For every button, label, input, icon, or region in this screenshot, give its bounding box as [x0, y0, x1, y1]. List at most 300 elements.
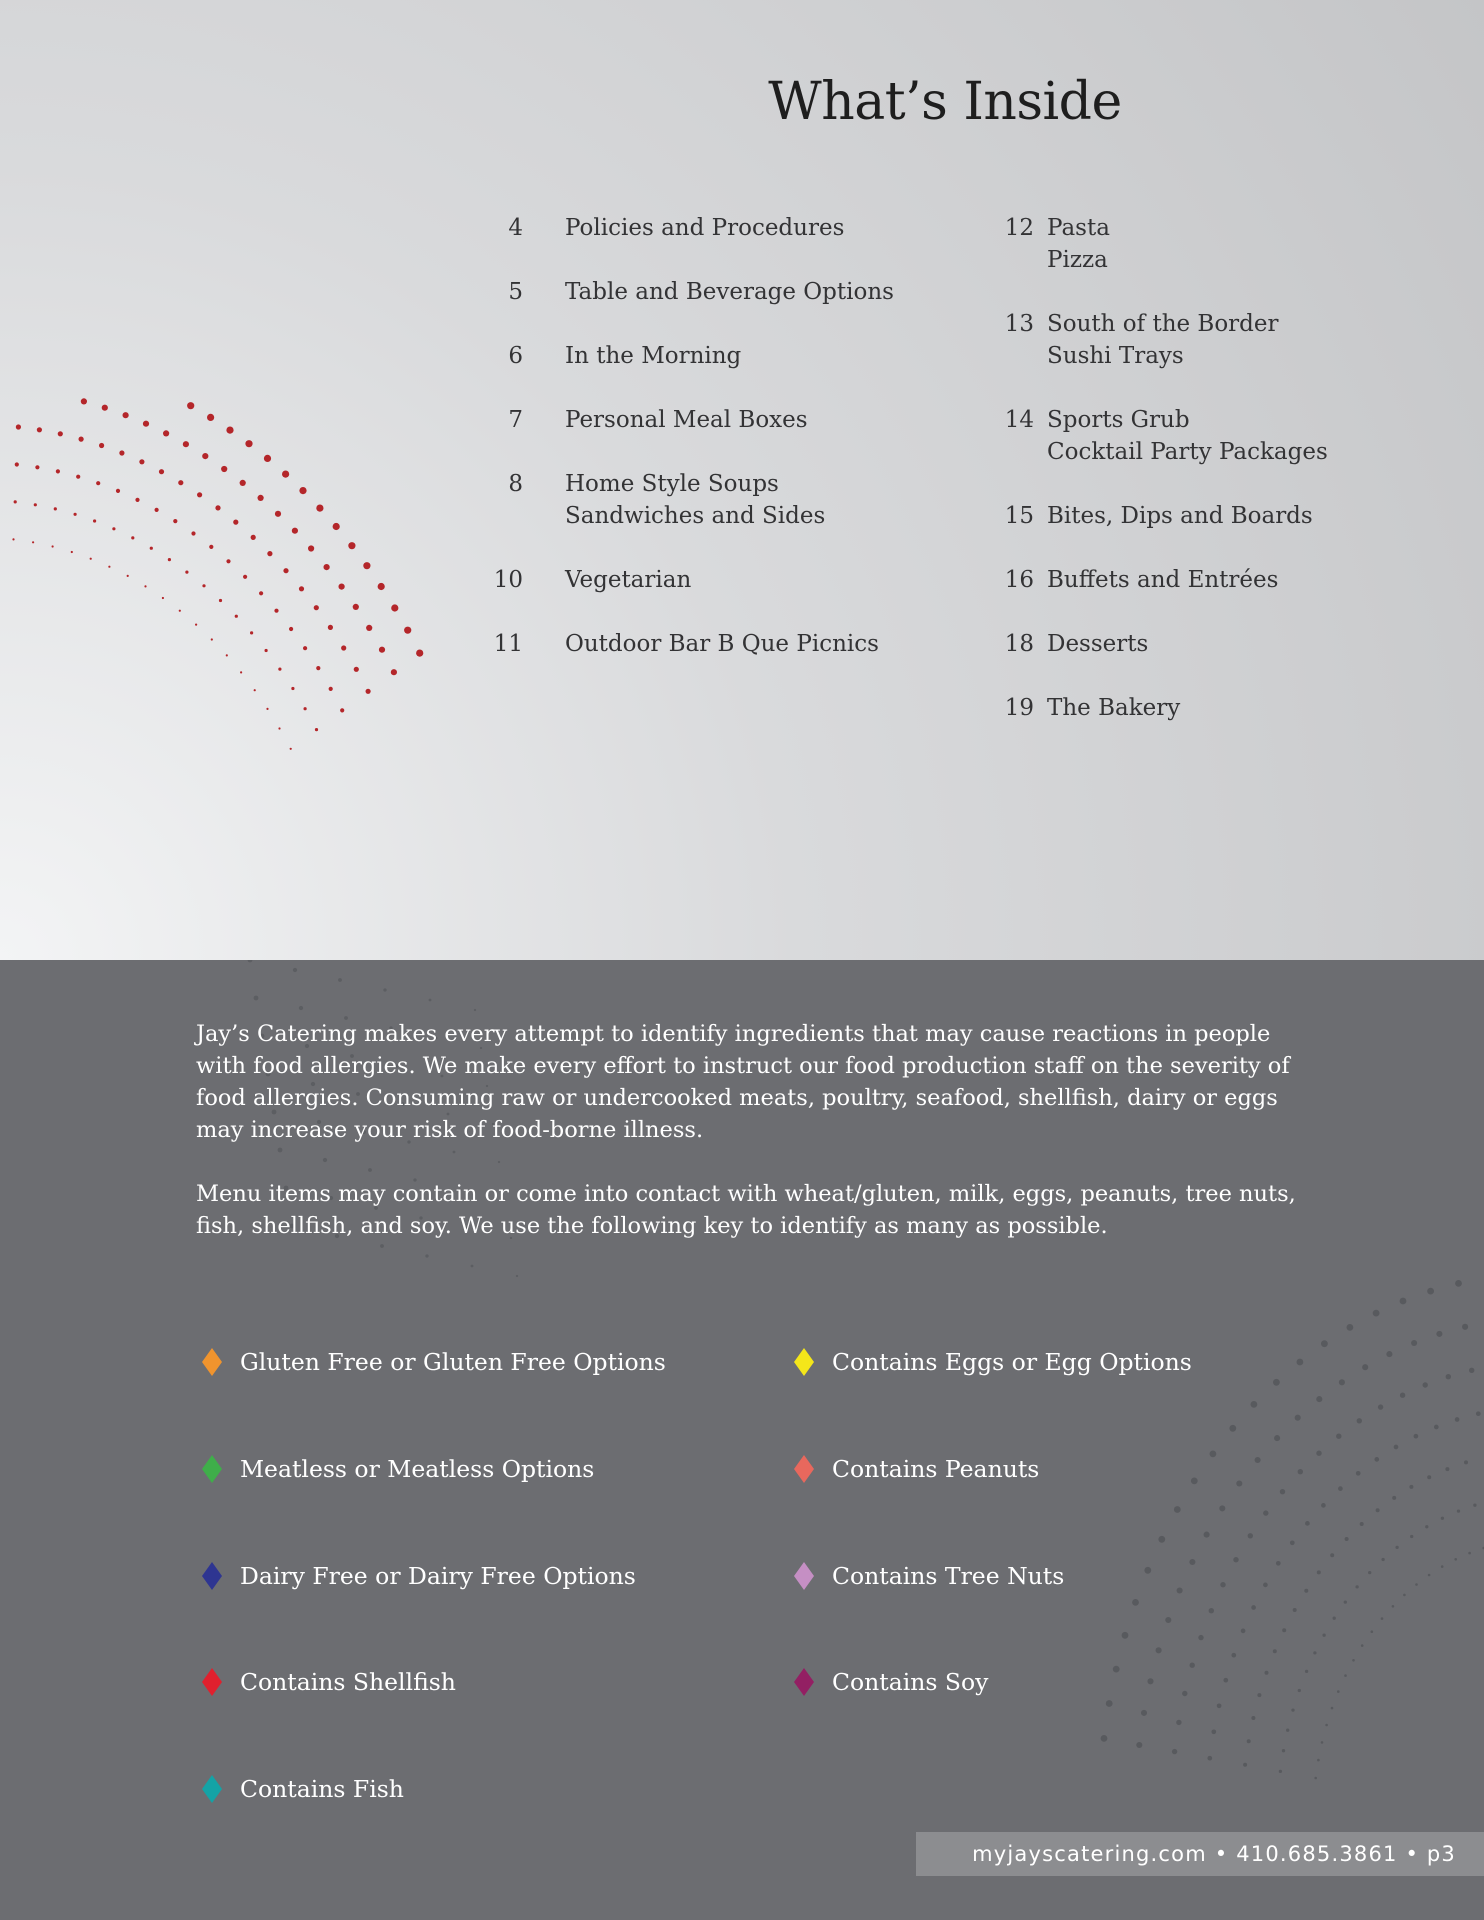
decorative-dot: [1468, 1552, 1471, 1555]
decorative-dot: [1122, 1632, 1129, 1639]
decorative-dot: [81, 398, 87, 404]
decorative-dot: [391, 604, 398, 611]
toc-page-number: 11: [493, 631, 523, 657]
decorative-dot: [299, 1006, 303, 1010]
toc-title: Personal Meal Boxes: [565, 407, 808, 433]
decorative-dot: [143, 421, 149, 427]
decorative-dot: [1141, 1710, 1147, 1716]
decorative-dot: [498, 1161, 500, 1163]
decorative-dot: [54, 507, 57, 510]
decorative-dot: [1317, 1570, 1321, 1574]
legend-item-shellfish: [202, 1664, 722, 1700]
decorative-dot: [1325, 1724, 1328, 1727]
decorative-dot: [1457, 1509, 1460, 1512]
decorative-dot: [316, 505, 323, 512]
decorative-dot: [1247, 1739, 1251, 1743]
decorative-dot: [219, 599, 222, 602]
decorative-dot: [289, 627, 293, 631]
decorative-dot: [168, 558, 171, 561]
decorative-dot: [1337, 1690, 1340, 1693]
decorative-dot: [127, 575, 129, 577]
legend-label: Contains Peanuts: [832, 1455, 1040, 1483]
decorative-dot: [516, 1275, 518, 1277]
decorative-dot: [453, 1151, 456, 1154]
toc-page-number: 7: [508, 407, 523, 433]
decorative-dot: [291, 687, 294, 690]
legend-label: Contains Fish: [240, 1775, 404, 1803]
toc-title: South of the Border: [1047, 311, 1279, 337]
decorative-dot: [1400, 1393, 1405, 1398]
decorative-dot: [380, 1244, 384, 1248]
toc-title: Home Style Soups: [565, 471, 779, 497]
toc-title: Bites, Dips and Boards: [1047, 503, 1313, 529]
decorative-dot: [264, 455, 271, 462]
decorative-dot: [1282, 1628, 1286, 1632]
decorative-dot: [108, 566, 110, 568]
decorative-dot: [1394, 1445, 1399, 1450]
decorative-dot: [1248, 1533, 1253, 1538]
decorative-dot: [32, 541, 34, 543]
decorative-dot: [211, 638, 213, 640]
decorative-dot: [116, 489, 120, 493]
decorative-dot: [404, 627, 411, 634]
toc-page-number: 5: [508, 279, 523, 305]
decorative-dot: [1305, 1521, 1310, 1526]
decorative-dot: [1251, 1716, 1255, 1720]
decorative-dot: [416, 650, 423, 657]
decorative-dot: [1174, 1506, 1181, 1513]
decorative-dot: [93, 519, 96, 522]
decorative-dot: [1381, 1617, 1384, 1620]
decorative-dot: [1395, 1546, 1398, 1549]
decorative-dot: [1136, 1742, 1142, 1748]
decorative-dot: [58, 431, 63, 436]
decorative-dot: [391, 669, 397, 675]
decorative-dot: [1219, 1505, 1225, 1511]
decorative-dot: [314, 605, 319, 610]
diamond-icon: [794, 1668, 814, 1696]
decorative-dot: [99, 443, 104, 448]
toc-title: Policies and Procedures: [565, 215, 845, 241]
decorative-dot: [363, 562, 370, 569]
decorative-dot: [1409, 1485, 1413, 1489]
legend-label: Gluten Free or Gluten Free Options: [240, 1348, 666, 1376]
footer-contact-text: myjayscatering.com • 410.685.3861 • p3: [972, 1842, 1456, 1866]
decorative-dot: [34, 503, 37, 506]
decorative-dot: [1339, 1379, 1345, 1385]
decorative-dot: [278, 727, 280, 729]
decorative-dot: [1132, 1599, 1139, 1606]
decorative-dot: [278, 1148, 283, 1153]
decorative-dot: [1211, 1729, 1216, 1734]
decorative-dot: [215, 505, 220, 510]
decorative-dot: [202, 453, 208, 459]
decorative-dot: [1156, 1647, 1162, 1653]
decorative-dot: [1330, 1553, 1334, 1557]
decorative-dot: [293, 968, 297, 972]
decorative-dot: [90, 558, 92, 560]
decorative-dot: [1336, 1434, 1341, 1439]
decorative-dot: [259, 591, 263, 595]
decorative-dot: [202, 584, 205, 587]
decorative-dot: [209, 545, 213, 549]
decorative-dot: [1204, 1532, 1210, 1538]
diamond-icon: [202, 1455, 222, 1483]
decorative-dot: [1352, 1659, 1355, 1662]
allergy-disclaimer-paragraph: Jay’s Catering makes every attempt to identify ingredients that may cause reactions in people with food allergies. We make every effort to instruct our food production staff on the severity of food allergies. Consuming raw or undercooked meats, poultry, seafood, shellfish, dairy or eggs may increase your risk of food-borne illness.: [196, 1021, 1290, 1143]
decorative-dot: [119, 450, 124, 455]
decorative-dot: [1322, 1634, 1325, 1637]
decorative-dot: [1445, 1467, 1449, 1471]
decorative-dot: [150, 547, 153, 550]
legend-item-fish: [202, 1771, 722, 1807]
decorative-dot: [1455, 1417, 1460, 1422]
decorative-dot: [1415, 1583, 1418, 1586]
legend-label: Contains Shellfish: [240, 1668, 456, 1696]
decorative-dot: [299, 487, 306, 494]
decorative-dot: [1347, 1324, 1354, 1331]
decorative-dot: [1446, 1374, 1451, 1379]
legend-item-gluten-free: [202, 1344, 722, 1380]
decorative-dot: [354, 667, 359, 672]
toc-title: Cocktail Party Packages: [1047, 439, 1328, 465]
decorative-dot: [197, 492, 202, 497]
decorative-dot: [245, 440, 252, 447]
decorative-dot: [254, 996, 259, 1001]
decorative-dot: [56, 469, 60, 473]
decorative-dot: [1464, 1460, 1468, 1464]
decorative-dot: [235, 615, 238, 618]
decorative-dot: [139, 459, 144, 464]
toc-page-number: 18: [1004, 631, 1034, 657]
decorative-dot: [258, 495, 264, 501]
decorative-dot: [1427, 1288, 1434, 1295]
decorative-dot: [383, 988, 386, 991]
decorative-dot: [282, 471, 289, 478]
decorative-dot: [366, 689, 371, 694]
toc-page-number: 10: [493, 567, 523, 593]
decorative-dot: [187, 402, 194, 409]
decorative-dot: [155, 508, 159, 512]
decorative-dot: [304, 707, 307, 710]
toc-left-column: [463, 212, 983, 672]
decorative-dot: [179, 610, 181, 612]
decorative-dot: [102, 405, 108, 411]
decorative-dot: [251, 535, 256, 540]
decorative-dot: [1356, 1471, 1361, 1476]
decorative-dot: [144, 585, 146, 587]
decorative-dot: [1321, 1503, 1326, 1508]
decorative-dot: [1476, 1411, 1481, 1416]
diamond-icon: [794, 1455, 814, 1483]
decorative-dot: [1338, 1486, 1343, 1491]
decorative-dot: [290, 748, 292, 750]
decorative-dot: [368, 1168, 372, 1172]
decorative-dot: [1371, 1630, 1374, 1633]
decorative-dot: [14, 500, 17, 503]
toc-page-number: 13: [1004, 311, 1034, 337]
decorative-dot: [1290, 1540, 1295, 1545]
decorative-dot: [163, 430, 169, 436]
decorative-dot: [1263, 1510, 1268, 1515]
decorative-dot: [185, 571, 188, 574]
toc-title: Sandwiches and Sides: [565, 503, 826, 529]
decorative-dot: [1331, 1707, 1334, 1710]
decorative-dot: [1158, 1536, 1165, 1543]
decorative-dot: [1400, 1298, 1407, 1305]
legend-label: Meatless or Meatless Options: [240, 1455, 595, 1483]
decorative-dot: [315, 728, 318, 731]
toc-title: Sports Grub: [1047, 407, 1190, 433]
decorative-dot: [328, 625, 333, 630]
decorative-dot: [1427, 1475, 1431, 1479]
decorative-dot: [226, 427, 233, 434]
decorative-dot: [308, 545, 314, 551]
decorative-dot: [329, 687, 333, 691]
decorative-dot: [366, 625, 372, 631]
decorative-dot: [338, 978, 342, 982]
decorative-dot: [353, 604, 359, 610]
decorative-dot: [1295, 1415, 1301, 1421]
decorative-dot: [1425, 1525, 1428, 1528]
decorative-dot: [240, 480, 246, 486]
decorative-dot: [299, 586, 304, 591]
toc-title: Pasta: [1047, 215, 1110, 241]
decorative-dot: [1101, 1735, 1108, 1742]
decorative-dot: [283, 568, 288, 573]
decorative-dot: [333, 523, 340, 530]
decorative-dot: [323, 1158, 327, 1162]
decorative-dot: [1344, 1674, 1347, 1677]
legend-item-dairy-free: [202, 1558, 722, 1594]
decorative-dot: [1355, 1585, 1358, 1588]
toc-page-number: 15: [1004, 503, 1034, 529]
diamond-icon: [794, 1348, 814, 1376]
decorative-dot: [1436, 1331, 1442, 1337]
toc-title: Desserts: [1047, 631, 1149, 657]
decorative-dot: [1317, 1759, 1320, 1762]
decorative-dot: [1165, 1617, 1171, 1623]
diamond-icon: [202, 1562, 222, 1590]
decorative-dot: [1373, 1310, 1380, 1317]
decorative-dot: [1280, 1489, 1285, 1494]
decorative-dot: [52, 545, 54, 547]
decorative-dot: [1428, 1574, 1431, 1577]
decorative-dot: [265, 649, 268, 652]
decorative-dot: [1434, 1425, 1439, 1430]
legend-label: Contains Eggs or Egg Options: [832, 1348, 1192, 1376]
decorative-dot: [178, 480, 183, 485]
decorative-dot: [1286, 1729, 1289, 1732]
decorative-dot: [1462, 1324, 1468, 1330]
decorative-dot: [1274, 1435, 1280, 1441]
legend-label: Dairy Free or Dairy Free Options: [240, 1562, 636, 1590]
decorative-dot: [1293, 1608, 1297, 1612]
diamond-icon: [794, 1562, 814, 1590]
legend-item-peanuts: [794, 1451, 1314, 1487]
decorative-dot: [1345, 1537, 1349, 1541]
decorative-dot: [316, 666, 320, 670]
decorative-dot: [1313, 1651, 1316, 1654]
legend-label: Contains Soy: [832, 1668, 989, 1696]
decorative-dot: [15, 462, 19, 466]
legend-item-meatless: [202, 1451, 722, 1487]
footer-contact-bar: [916, 1832, 1484, 1876]
decorative-dot: [1378, 1404, 1383, 1409]
decorative-dot: [1251, 1605, 1256, 1610]
decorative-dot: [37, 427, 42, 432]
decorative-dot: [1273, 1649, 1277, 1653]
decorative-dot: [324, 564, 330, 570]
decorative-dot: [425, 1254, 428, 1257]
decorative-dot: [112, 527, 115, 530]
legend-item-eggs: [794, 1344, 1314, 1380]
decorative-dot: [96, 481, 100, 485]
decorative-dot: [1403, 1594, 1406, 1597]
decorative-dot: [1454, 1558, 1457, 1561]
decorative-dot: [1386, 1351, 1392, 1357]
diamond-icon: [202, 1348, 222, 1376]
decorative-dot: [471, 1265, 474, 1268]
diamond-icon: [202, 1775, 222, 1803]
decorative-dot: [1361, 1644, 1364, 1647]
toc-title: Buffets and Entrées: [1047, 567, 1279, 593]
decorative-dot: [221, 466, 227, 472]
decorative-dot: [267, 551, 272, 556]
decorative-dot: [1321, 1741, 1324, 1744]
decorative-dot: [348, 542, 355, 549]
decorative-dot: [76, 475, 80, 479]
legend-item-soy: [794, 1664, 1314, 1700]
decorative-dot: [1229, 1425, 1236, 1432]
decorative-dot: [226, 654, 228, 656]
diamond-icon: [202, 1668, 222, 1696]
decorative-dot: [12, 538, 14, 540]
decorative-dot: [1392, 1605, 1395, 1608]
decorative-dot: [79, 437, 84, 442]
decorative-dot: [1411, 1340, 1417, 1346]
decorative-dot: [429, 999, 432, 1002]
decorative-dot: [240, 671, 242, 673]
decorative-dot: [1279, 1770, 1282, 1773]
allergen-key-intro-paragraph: Menu items may contain or come into contact with wheat/gluten, milk, eggs, peanuts, tree nuts, fish, shellfish, and soy. We use the following key to identify as many as possible.: [196, 1181, 1296, 1239]
decorative-dot: [1316, 1396, 1322, 1402]
decorative-dot: [1376, 1508, 1380, 1512]
decorative-dot: [1291, 1708, 1294, 1711]
decorative-dot: [1473, 1504, 1476, 1507]
decorative-dot: [1217, 1703, 1222, 1708]
toc-title: Sushi Trays: [1047, 343, 1184, 369]
toc-title: The Bakery: [1047, 695, 1181, 721]
decorative-dot: [292, 528, 298, 534]
decorative-dot: [1243, 1763, 1247, 1767]
decorative-dot: [35, 465, 39, 469]
toc-title: In the Morning: [565, 343, 742, 369]
decorative-dot: [1392, 1496, 1396, 1500]
decorative-dot: [71, 551, 73, 553]
decorative-dot: [248, 960, 253, 962]
decorative-dot: [131, 536, 134, 539]
toc-page-number: 6: [508, 343, 523, 369]
decorative-dot: [1368, 1571, 1371, 1574]
toc-title: Outdoor Bar B Que Picnics: [565, 631, 879, 657]
decorative-dot: [1357, 1418, 1362, 1423]
decorative-dot: [1362, 1364, 1368, 1370]
toc-page-number: 4: [508, 215, 523, 241]
decorative-dot: [207, 414, 214, 421]
decorative-dot: [1333, 1617, 1336, 1620]
decorative-dot: [250, 631, 253, 634]
decorative-dot: [1344, 1600, 1347, 1603]
decorative-dot: [1176, 1720, 1181, 1725]
decorative-dot: [195, 624, 197, 626]
decorative-dot: [266, 708, 268, 710]
toc-page-number: 8: [508, 471, 523, 497]
toc-page-number: 12: [1004, 215, 1034, 241]
decorative-dot: [340, 708, 344, 712]
toc-right-column: [974, 212, 1474, 732]
decorative-dot: [275, 511, 281, 517]
decorative-dot: [474, 1009, 476, 1011]
toc-title: Table and Beverage Options: [565, 279, 894, 305]
decorative-dot: [159, 469, 164, 474]
toc-page-number: 19: [1004, 695, 1034, 721]
decorative-dot: [1455, 1280, 1462, 1287]
decorative-dot: [1374, 1457, 1379, 1462]
decorative-dot: [1414, 1434, 1419, 1439]
decorative-dot: [135, 498, 139, 502]
decorative-dot: [1316, 1451, 1321, 1456]
decorative-dot: [1282, 1749, 1285, 1752]
toc-title: Vegetarian: [565, 567, 692, 593]
decorative-dot: [1321, 1340, 1328, 1347]
decorative-dot: [74, 513, 77, 516]
toc-page-number: 16: [1004, 567, 1034, 593]
decorative-dot: [379, 647, 385, 653]
decorative-dot: [226, 559, 230, 563]
decorative-dot: [303, 646, 307, 650]
decorative-dot: [1198, 1635, 1203, 1640]
decorative-dot: [341, 645, 346, 650]
decorative-dot: [339, 584, 345, 590]
decorative-dot: [1381, 1558, 1384, 1561]
decorative-dot: [123, 412, 129, 418]
toc-page-number: 14: [1004, 407, 1034, 433]
toc-title: Pizza: [1047, 247, 1108, 273]
decorative-dot: [1410, 1535, 1413, 1538]
decorative-dot: [243, 575, 247, 579]
decorative-dot: [173, 519, 177, 523]
decorative-dot: [1423, 1382, 1428, 1387]
decorative-dot: [233, 520, 238, 525]
legend-label: Contains Tree Nuts: [832, 1562, 1065, 1590]
decorative-dot: [1172, 1749, 1177, 1754]
decorative-dot: [1314, 1777, 1317, 1780]
decorative-dot: [1360, 1522, 1364, 1526]
decorative-dot: [274, 609, 278, 613]
decorative-dot: [254, 689, 256, 691]
decorative-dot: [1241, 1629, 1246, 1634]
decorative-dot: [183, 441, 189, 447]
decorative-dot: [1441, 1517, 1444, 1520]
decorative-dot: [278, 668, 281, 671]
decorative-dot: [1469, 1368, 1474, 1373]
decorative-dot: [1207, 1756, 1212, 1761]
legend-item-tree-nuts: [794, 1558, 1314, 1594]
decorative-dot: [378, 583, 385, 590]
decorative-dot: [1106, 1700, 1113, 1707]
decorative-dot: [1231, 1653, 1236, 1658]
